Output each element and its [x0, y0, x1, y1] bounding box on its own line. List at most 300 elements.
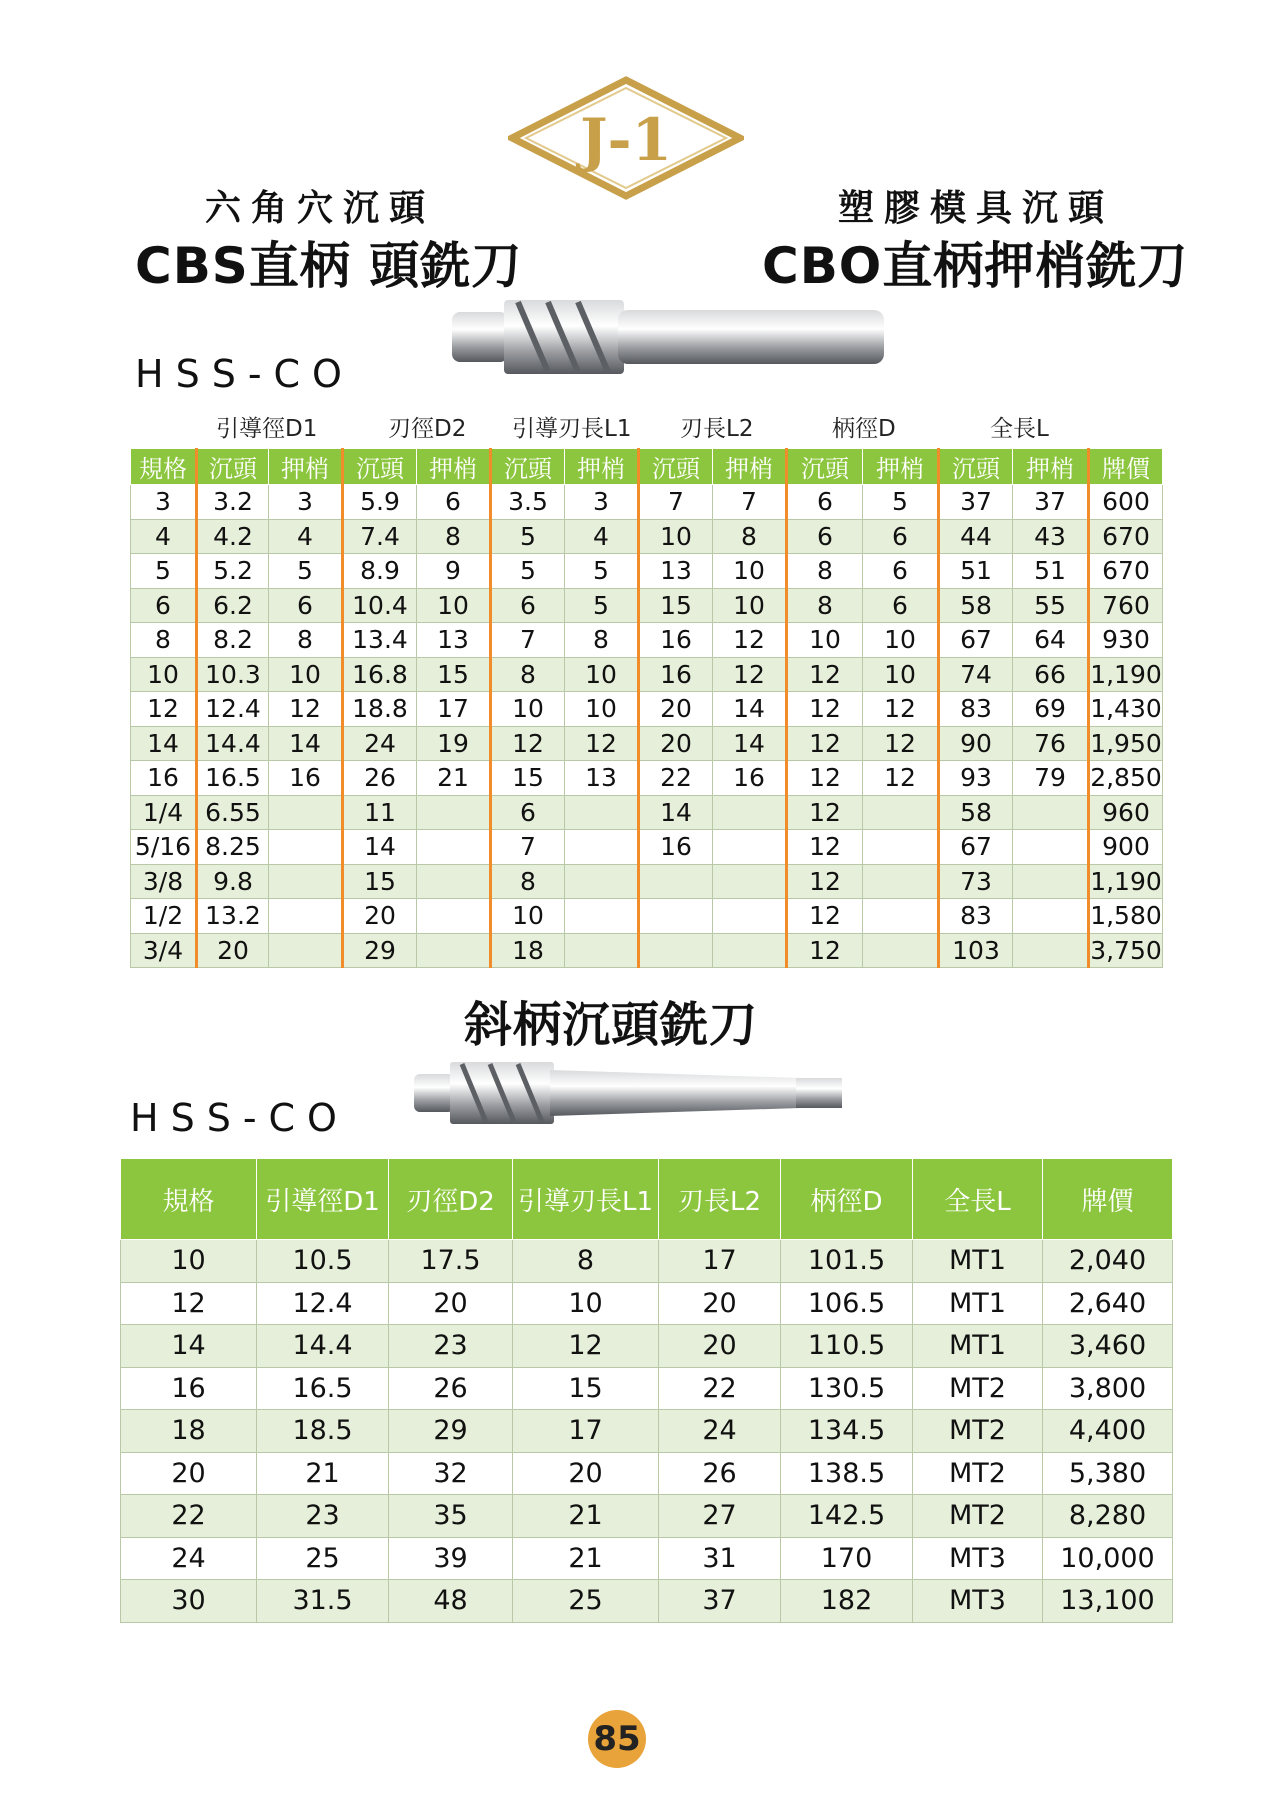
table-cell: 13	[417, 623, 491, 658]
table-cell: 5	[863, 485, 939, 520]
table-row	[131, 554, 1163, 589]
table-cell: 16.5	[257, 1367, 389, 1410]
table-cell: 25	[257, 1537, 389, 1580]
table-cell: 8	[787, 588, 863, 623]
table-cell: 6	[787, 519, 863, 554]
table-cell	[269, 864, 343, 899]
table-cell: 20	[639, 726, 713, 761]
table-cell: 10	[787, 623, 863, 658]
table-cell: 6	[787, 485, 863, 520]
j1-badge	[508, 76, 744, 200]
table-cell: 6	[491, 588, 565, 623]
table-cell: 600	[1089, 485, 1163, 520]
table-cell: 3	[565, 485, 639, 520]
table-cell: 12	[863, 692, 939, 727]
header-cell: 刃徑D2	[389, 1159, 513, 1240]
table-cell: 2,040	[1043, 1240, 1173, 1283]
table-cell	[417, 864, 491, 899]
table-cell: 1,580	[1089, 899, 1163, 934]
table-row	[131, 899, 1163, 934]
table-cell: 23	[389, 1325, 513, 1368]
table-cell: 134.5	[781, 1410, 913, 1453]
table-row	[121, 1495, 1173, 1538]
table-cell: 7	[639, 485, 713, 520]
table-cell	[863, 830, 939, 865]
table-cell: 101.5	[781, 1240, 913, 1283]
table-cell: 12	[787, 933, 863, 968]
table-cell: 10	[565, 692, 639, 727]
table-cell: 12	[787, 830, 863, 865]
table-cell: 79	[1013, 761, 1089, 796]
table-cell: 670	[1089, 554, 1163, 589]
table-cell: 10	[491, 692, 565, 727]
header-cell: 沉頭	[343, 449, 417, 485]
table-cell: 10	[131, 657, 197, 692]
table-cell: 15	[639, 588, 713, 623]
table-cell: 1/2	[131, 899, 197, 934]
table-cell: 10	[863, 623, 939, 658]
table-cell: 14	[121, 1325, 257, 1368]
table-cell: 30	[121, 1580, 257, 1623]
table-cell: 7	[491, 623, 565, 658]
table-cell: MT2	[913, 1452, 1043, 1495]
table-cell	[565, 864, 639, 899]
section2-title: 斜柄沉頭銑刀	[464, 997, 759, 1053]
table-cell: 1,430	[1089, 692, 1163, 727]
table-cell	[713, 933, 787, 968]
table-cell: 3,460	[1043, 1325, 1173, 1368]
table-cell: 4	[131, 519, 197, 554]
header-cell: 押梢	[1013, 449, 1089, 485]
table-cell: 1/4	[131, 795, 197, 830]
table-cell: 4.2	[197, 519, 269, 554]
table-cell: 11	[343, 795, 417, 830]
table-cell: 37	[1013, 485, 1089, 520]
table-cell: 1,190	[1089, 657, 1163, 692]
left-subtitle: 六角穴沉頭	[205, 188, 436, 229]
table-cell: 22	[639, 761, 713, 796]
table-cell: 12.4	[197, 692, 269, 727]
table-cell: 12	[131, 692, 197, 727]
table-row	[131, 830, 1163, 865]
material-label-1: HSS-CO	[135, 352, 354, 396]
table-cell: 12	[863, 761, 939, 796]
table-cell: 12.4	[257, 1282, 389, 1325]
table-row	[131, 726, 1163, 761]
table-cell	[713, 864, 787, 899]
table-cell: 12	[787, 899, 863, 934]
table-cell	[863, 795, 939, 830]
table-cell: 20	[121, 1452, 257, 1495]
table-cell: 8,280	[1043, 1495, 1173, 1538]
table-cell: 10	[417, 588, 491, 623]
table-cell: 8.25	[197, 830, 269, 865]
table-header-row	[121, 1159, 1173, 1240]
table-header-row	[131, 449, 1163, 485]
table-cell: 170	[781, 1537, 913, 1580]
table-cell	[269, 830, 343, 865]
table-cell	[417, 795, 491, 830]
table-cell: 3/4	[131, 933, 197, 968]
table-cell: 3	[131, 485, 197, 520]
table-cell: 67	[939, 830, 1013, 865]
table-cell: 1,190	[1089, 864, 1163, 899]
group-label: 柄徑D	[832, 416, 896, 442]
table-cell: 43	[1013, 519, 1089, 554]
header-cell: 押梢	[565, 449, 639, 485]
taper-shank-spec-table	[120, 1158, 1173, 1623]
table-cell: 39	[389, 1537, 513, 1580]
table-cell: 10	[713, 588, 787, 623]
table-cell: 17.5	[389, 1240, 513, 1283]
table-cell: 10	[713, 554, 787, 589]
table-cell: 10	[565, 657, 639, 692]
table-cell	[1013, 830, 1089, 865]
table-cell: 9	[417, 554, 491, 589]
table-cell: 37	[659, 1580, 781, 1623]
table-cell	[639, 864, 713, 899]
header-cell: 規格	[121, 1159, 257, 1240]
table-cell: 73	[939, 864, 1013, 899]
header-cell: 沉頭	[491, 449, 565, 485]
table-cell: 69	[1013, 692, 1089, 727]
table-row	[121, 1325, 1173, 1368]
table-row	[121, 1410, 1173, 1453]
table-cell: 8.2	[197, 623, 269, 658]
table-cell: 182	[781, 1580, 913, 1623]
table-cell	[713, 830, 787, 865]
table-cell: 12	[565, 726, 639, 761]
table-cell: 21	[257, 1452, 389, 1495]
table-cell: 8.9	[343, 554, 417, 589]
table-cell: 20	[343, 899, 417, 934]
table-cell: 29	[389, 1410, 513, 1453]
table-cell: 3.5	[491, 485, 565, 520]
table-cell	[639, 899, 713, 934]
table-cell: 24	[121, 1537, 257, 1580]
table-cell	[269, 795, 343, 830]
taper-shank-cutter-image	[410, 1054, 846, 1134]
header-cell: 沉頭	[639, 449, 713, 485]
right-title: CBO直柄押梢銑刀	[762, 237, 1189, 295]
table-cell: 22	[659, 1367, 781, 1410]
table-row	[131, 864, 1163, 899]
table-cell: 12	[121, 1282, 257, 1325]
table-cell	[565, 933, 639, 968]
table-cell: 5	[131, 554, 197, 589]
group-label: 刃長L2	[680, 416, 754, 442]
table-cell: 12	[491, 726, 565, 761]
table-cell	[863, 864, 939, 899]
table-cell: MT2	[913, 1367, 1043, 1410]
straight-shank-cutter-image	[448, 286, 888, 386]
table-cell: 12	[713, 657, 787, 692]
page-number: 85	[588, 1710, 646, 1768]
table-cell: 6	[863, 588, 939, 623]
table-cell: 21	[513, 1537, 659, 1580]
table-cell	[1013, 795, 1089, 830]
badge-label: J-1	[580, 106, 672, 174]
table-cell: 900	[1089, 830, 1163, 865]
table-cell: 58	[939, 795, 1013, 830]
table-cell: 5,380	[1043, 1452, 1173, 1495]
table-cell: 5	[269, 554, 343, 589]
table-cell: 12	[787, 726, 863, 761]
table-cell: 26	[659, 1452, 781, 1495]
table-cell	[639, 933, 713, 968]
table-cell: 6	[417, 485, 491, 520]
table-cell: 16	[639, 623, 713, 658]
header-cell: 刃長L2	[659, 1159, 781, 1240]
table-cell: 76	[1013, 726, 1089, 761]
table-cell: 130.5	[781, 1367, 913, 1410]
table-cell: 15	[417, 657, 491, 692]
table-cell: 21	[513, 1495, 659, 1538]
table-cell	[417, 830, 491, 865]
table-cell: 51	[939, 554, 1013, 589]
table-cell: 90	[939, 726, 1013, 761]
table-cell: 2,850	[1089, 761, 1163, 796]
table-row	[121, 1282, 1173, 1325]
table-cell: 21	[417, 761, 491, 796]
table-cell: 3,800	[1043, 1367, 1173, 1410]
header-cell: 引導刃長L1	[513, 1159, 659, 1240]
table-cell: 24	[343, 726, 417, 761]
table-cell: 83	[939, 692, 1013, 727]
table-cell: 15	[491, 761, 565, 796]
table-cell: 64	[1013, 623, 1089, 658]
table-cell: 93	[939, 761, 1013, 796]
table-cell: 15	[513, 1367, 659, 1410]
table-cell: 37	[939, 485, 1013, 520]
table-cell: MT1	[913, 1325, 1043, 1368]
table-cell: 14	[713, 692, 787, 727]
table-cell: 14.4	[197, 726, 269, 761]
header-cell: 押梢	[269, 449, 343, 485]
cbs-cbo-spec-table	[130, 448, 1163, 968]
table-cell	[269, 899, 343, 934]
table-cell: 17	[659, 1240, 781, 1283]
table-cell: 32	[389, 1452, 513, 1495]
table-cell: 5/16	[131, 830, 197, 865]
table-cell: 5	[491, 519, 565, 554]
table-cell	[565, 899, 639, 934]
table-cell: 74	[939, 657, 1013, 692]
table-cell: 12	[513, 1325, 659, 1368]
table-cell: 10	[491, 899, 565, 934]
table-cell: 58	[939, 588, 1013, 623]
table-row	[121, 1580, 1173, 1623]
header-cell: 沉頭	[939, 449, 1013, 485]
table-cell: 18	[491, 933, 565, 968]
header-cell: 沉頭	[787, 449, 863, 485]
table-cell: 12	[787, 692, 863, 727]
table-cell	[1013, 899, 1089, 934]
right-subtitle: 塑膠模具沉頭	[838, 188, 1115, 229]
table-cell: 2,640	[1043, 1282, 1173, 1325]
table-cell: 4	[565, 519, 639, 554]
header-cell: 沉頭	[197, 449, 269, 485]
group-label: 刃徑D2	[388, 416, 467, 442]
table-cell: 16.5	[197, 761, 269, 796]
table-cell: 6.55	[197, 795, 269, 830]
material-label-2: HSS-CO	[130, 1096, 349, 1140]
table-cell: 12	[787, 795, 863, 830]
table-row	[131, 657, 1163, 692]
table-row	[131, 588, 1163, 623]
table-cell: 10.3	[197, 657, 269, 692]
table-cell: 20	[659, 1282, 781, 1325]
table-cell: 18.8	[343, 692, 417, 727]
table-cell: 14	[343, 830, 417, 865]
table-cell: 12	[787, 761, 863, 796]
table-cell: 22	[121, 1495, 257, 1538]
table-cell: 960	[1089, 795, 1163, 830]
table-cell: 20	[639, 692, 713, 727]
table-cell: 35	[389, 1495, 513, 1538]
table-cell: 18	[121, 1410, 257, 1453]
table-cell: 31	[659, 1537, 781, 1580]
table-cell: 10,000	[1043, 1537, 1173, 1580]
table-cell: 10	[269, 657, 343, 692]
table-cell: 16.8	[343, 657, 417, 692]
table-cell: 5	[565, 588, 639, 623]
table-cell: 6.2	[197, 588, 269, 623]
table-cell: 55	[1013, 588, 1089, 623]
table-cell: 10.4	[343, 588, 417, 623]
table-cell: 8	[417, 519, 491, 554]
table-cell	[417, 899, 491, 934]
table-cell: 27	[659, 1495, 781, 1538]
table-cell: 110.5	[781, 1325, 913, 1368]
table-cell: 12	[787, 657, 863, 692]
table-cell: 10	[121, 1240, 257, 1283]
table-cell: 6	[269, 588, 343, 623]
group-label: 引導刃長L1	[512, 416, 632, 442]
table-cell: 6	[863, 554, 939, 589]
table-cell: 10.5	[257, 1240, 389, 1283]
table-cell: 138.5	[781, 1452, 913, 1495]
table-cell: 4	[269, 519, 343, 554]
header-cell: 柄徑D	[781, 1159, 913, 1240]
table-cell	[1013, 933, 1089, 968]
table-row	[131, 692, 1163, 727]
table-cell: 13,100	[1043, 1580, 1173, 1623]
table-cell: 16	[713, 761, 787, 796]
table-cell: 25	[513, 1580, 659, 1623]
table-cell: 14.4	[257, 1325, 389, 1368]
table-row	[121, 1537, 1173, 1580]
table-cell: 142.5	[781, 1495, 913, 1538]
table-cell: 1,950	[1089, 726, 1163, 761]
group-label: 全長L	[990, 416, 1049, 442]
table-cell: 24	[659, 1410, 781, 1453]
table-cell: 67	[939, 623, 1013, 658]
table-cell: 66	[1013, 657, 1089, 692]
table-cell: 12	[269, 692, 343, 727]
table-cell	[565, 830, 639, 865]
header-cell: 牌價	[1089, 449, 1163, 485]
group-label: 引導徑D1	[216, 416, 318, 442]
table-cell	[269, 933, 343, 968]
table-cell: 20	[389, 1282, 513, 1325]
table-cell: 8	[491, 657, 565, 692]
table-cell: 8	[131, 623, 197, 658]
table-cell: 26	[343, 761, 417, 796]
table-cell: 9.8	[197, 864, 269, 899]
table-cell: 3	[269, 485, 343, 520]
table-cell: 5.9	[343, 485, 417, 520]
table-row	[121, 1240, 1173, 1283]
table-cell: 6	[863, 519, 939, 554]
table-cell: 17	[513, 1410, 659, 1453]
table-row	[121, 1452, 1173, 1495]
table-cell: 12	[863, 726, 939, 761]
table-row	[131, 623, 1163, 658]
table-cell: 16	[269, 761, 343, 796]
table-cell: 6	[491, 795, 565, 830]
table-cell: 7	[713, 485, 787, 520]
table-cell: 14	[269, 726, 343, 761]
table-cell: 20	[659, 1325, 781, 1368]
table-cell: 20	[197, 933, 269, 968]
table-cell: 16	[121, 1367, 257, 1410]
left-title: CBS直柄 頭銑刀	[135, 237, 523, 295]
table-cell: 15	[343, 864, 417, 899]
table-row	[131, 795, 1163, 830]
table-cell: MT2	[913, 1410, 1043, 1453]
table-cell: MT3	[913, 1537, 1043, 1580]
table-cell: 8	[513, 1240, 659, 1283]
table-row	[131, 933, 1163, 968]
table-cell: 12	[713, 623, 787, 658]
table-cell: 18.5	[257, 1410, 389, 1453]
table-cell: 19	[417, 726, 491, 761]
table-cell: 12	[787, 864, 863, 899]
table-cell: 14	[639, 795, 713, 830]
table-cell	[863, 933, 939, 968]
table-cell	[417, 933, 491, 968]
table-cell: MT3	[913, 1580, 1043, 1623]
table-row	[131, 761, 1163, 796]
table-cell: 14	[131, 726, 197, 761]
table-cell: 20	[513, 1452, 659, 1495]
table-cell: 51	[1013, 554, 1089, 589]
header-cell: 押梢	[713, 449, 787, 485]
header-cell: 押梢	[863, 449, 939, 485]
table-cell: 26	[389, 1367, 513, 1410]
table-cell: 10	[513, 1282, 659, 1325]
header-cell: 規格	[131, 449, 197, 485]
table-cell: 5	[491, 554, 565, 589]
table-cell: 13.2	[197, 899, 269, 934]
table-cell	[1013, 864, 1089, 899]
table-cell: 8	[491, 864, 565, 899]
table-cell: 17	[417, 692, 491, 727]
table-cell: 6	[131, 588, 197, 623]
header-cell: 押梢	[417, 449, 491, 485]
table-cell: 48	[389, 1580, 513, 1623]
table-cell: 16	[639, 830, 713, 865]
table-cell: 44	[939, 519, 1013, 554]
table-cell: 13	[565, 761, 639, 796]
header-cell: 牌價	[1043, 1159, 1173, 1240]
table-cell	[713, 899, 787, 934]
table-cell	[565, 795, 639, 830]
table-cell: 8	[269, 623, 343, 658]
table-row	[121, 1367, 1173, 1410]
table-cell: 16	[639, 657, 713, 692]
